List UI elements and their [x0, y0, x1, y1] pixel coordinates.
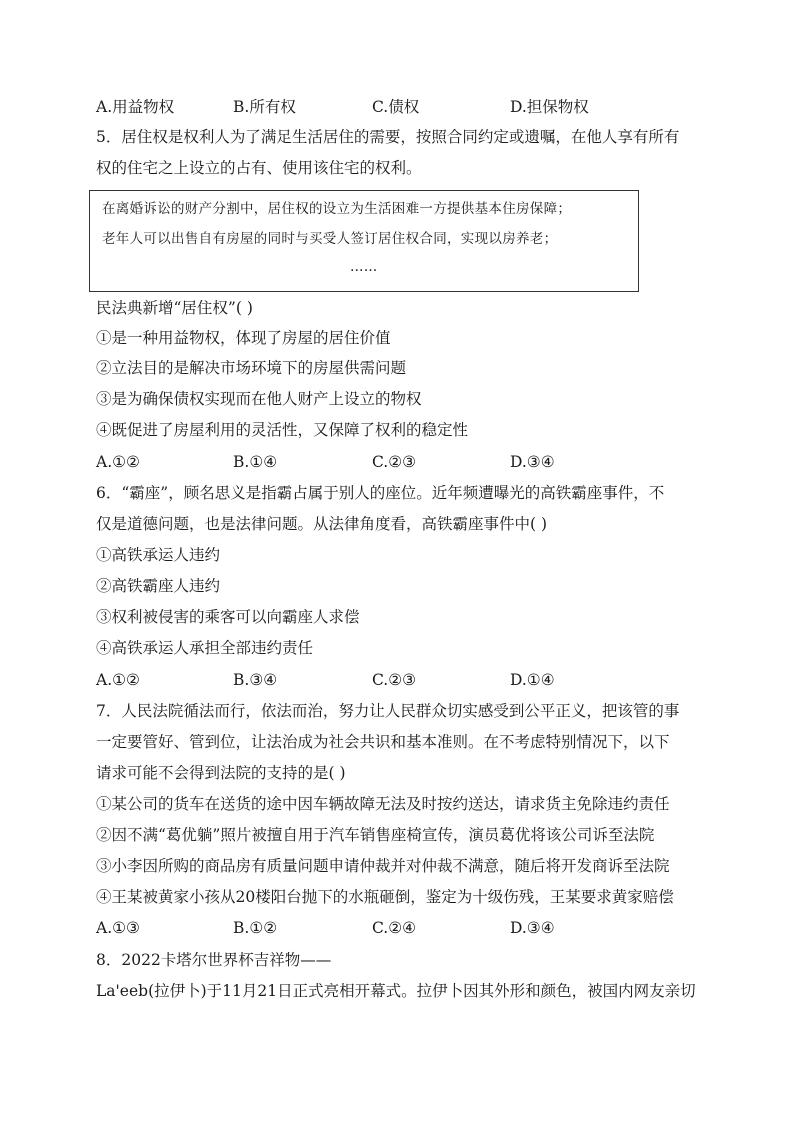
q6-item-1: ①高铁承运人违约 — [96, 546, 221, 564]
q5-item-3: ③是为确保债权实现而在他人财产上设立的物权 — [96, 390, 422, 408]
q5-question: 民法典新增“居住权”( ) — [96, 299, 253, 317]
q5-box-line-2: 老年人可以出售自有房屋的同时与买受人签订居住权合同，实现以房养老； — [102, 231, 558, 247]
q5-item-1: ①是一种用益物权，体现了房屋的居住价值 — [96, 329, 391, 347]
q8-stem-line-1: 8．2022卡塔尔世界杯吉祥物—— — [96, 951, 332, 969]
q6-option-d[interactable]: D.①④ — [510, 671, 555, 689]
q7-item-4: ④王某被黄家小孩从20楼阳台抛下的水瓶砸倒，鉴定为十级伤残，王某要求黄家赔偿 — [96, 888, 674, 906]
q7-item-1: ①某公司的货车在送货的途中因车辆故障无法及时按约送达，请求货主免除违约责任 — [96, 795, 670, 813]
q7-option-d[interactable]: D.③④ — [510, 919, 555, 937]
q5-box-ellipsis: …… — [350, 259, 378, 275]
q7-option-a[interactable]: A.①③ — [96, 919, 140, 937]
q7-item-2: ②因不满“葛优躺”照片被擅自用于汽车销售座椅宣传，演员葛优将该公司诉至法院 — [96, 826, 655, 844]
q4-option-d[interactable]: D.担保物权 — [510, 98, 589, 116]
q5-option-d[interactable]: D.③④ — [510, 453, 555, 471]
q5-stem-line-1: 5．居住权是权利人为了满足生活居住的需要，按照合同约定或遗嘱，在他人享有所有 — [96, 128, 680, 146]
q6-option-b[interactable]: B.③④ — [233, 671, 278, 689]
q5-option-a[interactable]: A.①② — [96, 453, 140, 471]
q6-stem-line-2: 仅是道德问题，也是法律问题。从法律角度看，高铁霸座事件中( ) — [96, 515, 548, 533]
q8-stem-line-2: La'eeb(拉伊卜)于11月21日正式亮相开幕式。拉伊卜因其外形和颜色，被国内网友亲切 — [96, 982, 696, 1000]
q4-options — [96, 96, 716, 118]
q6-item-3: ③权利被侵害的乘客可以向霸座人求偿 — [96, 608, 360, 626]
q6-item-2: ②高铁霸座人违约 — [96, 577, 221, 595]
q4-option-c[interactable]: C.债权 — [372, 98, 420, 116]
q6-options — [96, 669, 716, 691]
q5-item-4: ④既促进了房屋利用的灵活性，又保障了权利的稳定性 — [96, 421, 469, 439]
q5-stem-line-2: 权的住宅之上设立的占有、使用该住宅的权利。 — [96, 159, 422, 177]
q7-option-c[interactable]: C.②④ — [372, 919, 417, 937]
q7-stem-line-3: 请求可能不会得到法院的支持的是( ) — [96, 764, 346, 782]
q6-option-c[interactable]: C.②③ — [372, 671, 417, 689]
q7-stem-line-1: 7．人民法院循法而行，依法而治，努力让人民群众切实感受到公平正义，把该管的事 — [96, 702, 680, 720]
q7-options — [96, 917, 716, 939]
q7-stem-line-2: 一定要管好、管到位，让法治成为社会共识和基本准则。在不考虑特别情况下，以下 — [96, 733, 670, 751]
q5-options — [96, 451, 716, 473]
q6-option-a[interactable]: A.①② — [96, 671, 140, 689]
q5-box-line-1: 在离婚诉讼的财产分割中，居住权的设立为生活困难一方提供基本住房保障； — [102, 201, 572, 217]
q7-option-b[interactable]: B.①② — [233, 919, 278, 937]
q4-option-a[interactable]: A.用益物权 — [96, 98, 175, 116]
q5-item-2: ②立法目的是解决市场环境下的房屋供需问题 — [96, 359, 407, 377]
q6-stem-line-1: 6．“霸座”，顾名思义是指霸占属于别人的座位。近年频遭曝光的高铁霸座事件，不 — [96, 484, 665, 502]
q5-option-b[interactable]: B.①④ — [233, 453, 278, 471]
q7-item-3: ③小李因所购的商品房有质量问题申请仲裁并对仲裁不满意，随后将开发商诉至法院 — [96, 857, 670, 875]
q4-option-b[interactable]: B.所有权 — [233, 98, 296, 116]
q5-material-box — [89, 190, 639, 292]
q5-option-c[interactable]: C.②③ — [372, 453, 417, 471]
q6-item-4: ④高铁承运人承担全部违约责任 — [96, 639, 314, 657]
